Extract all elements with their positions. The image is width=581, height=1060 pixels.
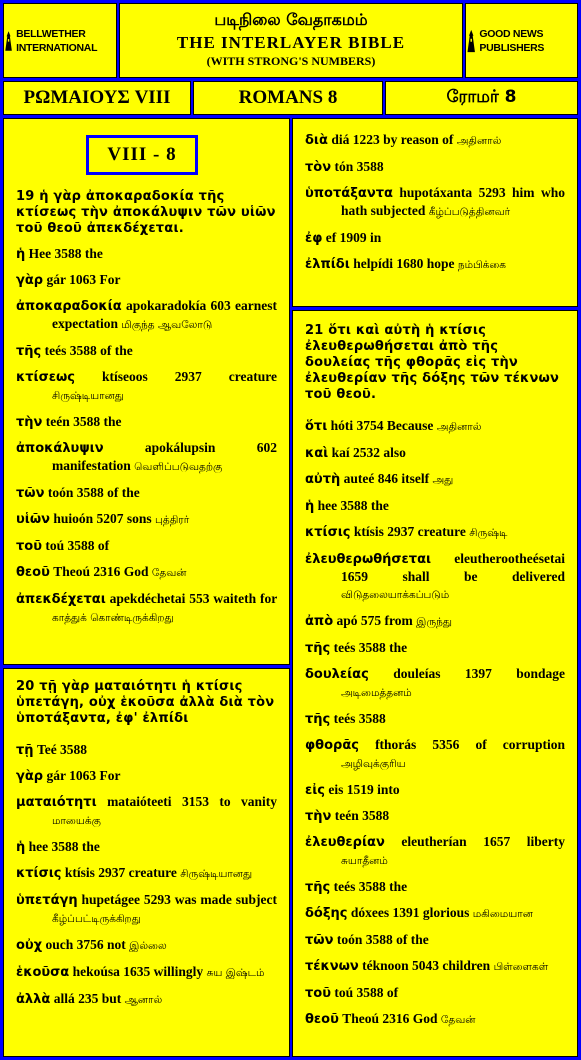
greek-word: κτίσις [16,866,62,881]
word-entry [305,639,565,657]
tamil-gloss: இருந்து [416,616,452,628]
word-gloss: eleutherían 1657 liberty [401,834,566,849]
title-main: THE INTERLAYER BIBLE [176,33,406,52]
greek-word: ἀπὸ [305,614,334,629]
word-gloss: eleutherootheésetai 1659 shall be delivered [341,551,565,584]
greek-word: τὴν [305,809,332,824]
greek-word: τοῦ [16,539,43,554]
word-gloss: hupetágee 5293 was made subject [81,892,277,907]
word-gloss: teés 3588 of the [44,343,133,358]
word-entry [305,710,565,728]
word-entry [305,807,565,825]
greek-word: γὰρ [16,769,44,784]
tamil-gloss: புத்திரர் [155,514,190,526]
verse-20-continued-entries [305,131,565,274]
word-entry [16,537,277,555]
word-gloss: kaí 2532 also [331,445,406,460]
word-entry [16,767,277,785]
word-gloss: toú 3588 of [334,985,399,1000]
word-gloss: gár 1063 For [46,768,121,783]
greek-word: ἡ [305,499,315,514]
tamil-gloss: சிருஷ்டியானது [52,390,124,402]
greek-word: τῆς [16,344,42,359]
bellwether-logo-text: BELLWETHER INTERNATIONAL [16,27,98,54]
word-entry [16,563,277,582]
verse-21-entries [305,417,565,1029]
tamil-gloss: விடுதலையாக்கப்படும் [341,589,450,601]
tamil-gloss: சிருஷ்டி [469,527,508,539]
book-title-english: ROMANS 8 [193,81,383,115]
word-gloss: Teé 3588 [36,742,88,757]
word-gloss: ktísis 2937 creature [64,865,177,880]
word-entry [305,957,565,976]
greek-word: τὸν [305,160,332,175]
good-news-logo-text: GOOD NEWS PUBLISHERS [479,27,545,54]
greek-word: φθορᾶς [305,738,359,753]
tamil-gloss: அது [432,474,454,486]
verse-19-greek: 19 ἡ γὰρ ἀποκαραδοκία τῆς κτίσεως τὴν ἀποκάλυψιν τῶν υἱῶν τοῦ θεοῦ ἀπεκδέχεται. [16,189,276,236]
word-gloss: hekoúsa 1635 willingly [72,964,204,979]
greek-word: τῆς [305,712,331,727]
word-entry [305,255,565,274]
greek-word: ἐφ [305,231,323,246]
greek-word: καὶ [305,446,329,461]
verse-21-panel [292,310,578,1057]
verse-20-continued-section [293,123,577,274]
verse-20-greek: 20 τῇ γὰρ ματαιότητι ἡ κτίσις ὑπετάγη, οὐχ ἑκοῦσα ἀλλὰ διὰ τὸν ὑποτάξαντα, ἐφ' ἐλπίδι [16,679,275,726]
word-gloss: Hee 3588 the [28,246,103,261]
greek-word: ἀποκαραδοκία [16,299,122,314]
greek-word: ἐλευθερωθήσεται [305,552,432,567]
tamil-gloss: இல்லை [129,940,167,952]
word-gloss: helpídi 1680 hope [353,256,455,271]
word-gloss: toú 3588 of [45,538,110,553]
word-gloss: Theoú 2316 God [342,1011,438,1026]
word-entry [16,342,277,360]
word-gloss: allá 235 but [53,991,122,1006]
tamil-gloss: கீழ்ப்பட்டிருக்கிறது [52,913,141,925]
word-gloss: teén 3588 [334,808,390,823]
greek-word: δουλείας [305,667,369,682]
word-entry [305,184,565,221]
word-entry [305,523,565,542]
word-gloss: téknoon 5043 children [362,958,491,973]
greek-word: διὰ [305,133,328,148]
word-gloss: apó 575 from [336,613,413,628]
title-subtitle: (WITH STRONG'S NUMBERS) [206,54,376,68]
word-entry [16,990,277,1009]
word-entry [305,470,565,489]
greek-word: γὰρ [16,273,44,288]
word-entry [16,936,277,955]
greek-word: ἀποκάλυψιν [16,441,104,456]
word-entry [305,904,565,923]
word-entry [305,1010,565,1029]
greek-word: τὴν [16,415,43,430]
verse-20-entries [16,741,277,1009]
title-block [119,3,463,78]
word-gloss: teén 3588 the [45,414,122,429]
word-entry [305,833,565,870]
tamil-gloss: தேவன் [440,1014,476,1026]
tower-icon [466,26,476,56]
word-entry [16,297,277,334]
greek-word: τῶν [16,486,45,501]
word-gloss: ktísis 2937 creature [353,524,466,539]
greek-word: ματαιότητι [16,795,97,810]
word-entry [16,413,277,431]
word-entry [16,590,277,627]
word-entry [16,838,277,856]
greek-word: θεοῦ [16,565,50,580]
book-title-tamil: ரோமர் 8 [385,81,578,115]
word-gloss: teés 3588 the [333,640,408,655]
word-gloss: hóti 3754 Because [330,418,434,433]
greek-word: τοῦ [305,986,332,1001]
word-gloss: Theoú 2316 God [53,564,149,579]
word-entry [305,665,565,702]
word-gloss: hee 3588 the [317,498,389,513]
greek-word: ἡ [16,247,26,262]
verse-20-section [4,679,289,1009]
greek-word: τῆς [305,880,331,895]
word-entry [305,736,565,773]
word-entry [305,612,565,631]
greek-word: τῶν [305,933,334,948]
word-entry [305,497,565,515]
greek-word: ὑπετάγη [16,893,78,908]
greek-word: κτίσεως [16,370,75,385]
verse-21-section [293,323,577,1029]
greek-word: υἱῶν [16,512,50,527]
greek-word: τῆς [305,641,331,656]
word-gloss: apokálupsin 602 manifestation [52,440,278,473]
book-title-greek: ΡΩΜΑΙΟΥΣ VIII [3,81,191,115]
word-entry [16,245,277,263]
word-entry [305,781,565,799]
verse-19-entries [16,245,277,627]
word-entry [16,864,277,883]
tamil-gloss: தேவன் [151,567,187,579]
greek-word: ὅτι [305,419,328,434]
greek-word: αὐτὴ [305,472,341,487]
good-news-logo [465,3,578,78]
tamil-gloss: வெளிப்படுவதற்கு [134,461,223,473]
tamil-gloss: கீழ்ப்படுத்தினவர் [428,206,511,218]
greek-word: τῇ [16,743,34,758]
tamil-gloss: அடிமைத்தனம் [341,687,412,699]
word-entry [16,271,277,289]
bellwether-logo [3,3,117,78]
greek-word: ἀλλὰ [16,992,51,1007]
word-entry [16,891,277,928]
tamil-gloss: அதினால் [436,421,482,433]
word-gloss: hupotáxanta 5293 him who hath subjected [341,185,565,218]
word-entry [305,229,565,247]
tamil-gloss: ஆனால் [124,994,163,1006]
word-entry [16,793,277,830]
tamil-gloss: மிகுந்த ஆவலோடு [121,319,213,331]
word-gloss: teés 3588 [333,711,386,726]
word-gloss: mataióteeti 3153 to vanity [107,794,278,809]
greek-word: θεοῦ [305,1012,339,1027]
word-entry [305,931,565,949]
verse-19-section [4,189,289,627]
word-entry [16,963,277,982]
greek-word: ἐλευθερίαν [305,835,385,850]
tamil-gloss: அழிவுக்குரிய [341,758,406,770]
word-entry [305,158,565,176]
tower-icon [4,26,13,56]
greek-word: ἡ [16,840,26,855]
word-entry [305,878,565,896]
word-gloss: toón 3588 of the [47,485,140,500]
word-entry [16,741,277,759]
greek-word: δόξης [305,906,348,921]
verse-20-panel [3,668,290,1057]
title-tamil: படிநிலை வேதாகமம் [214,10,368,29]
word-entry [16,439,277,476]
tamil-gloss: அதினால் [456,135,502,147]
word-gloss: ef 1909 in [325,230,382,245]
word-entry [305,984,565,1002]
tamil-gloss: காத்துக் கொண்டிருக்கிறது [52,612,174,624]
verse-21-greek: 21 ὅτι καὶ αὐτὴ ἡ κτίσις ἐλευθερωθήσεται ἀπὸ τῆς δουλείας τῆς φθορᾶς εἰς τὴν ἐλευθερίαν τῆς δόξης τῶν τέκνων τοῦ θεοῦ. [305,323,560,402]
word-gloss: huioón 5207 sons [53,511,152,526]
tamil-gloss: மாயைக்கு [52,815,101,827]
greek-word: ἑκοῦσα [16,965,70,980]
greek-word: εἰς [305,783,326,798]
verse-20-continued-panel [292,118,578,307]
word-entry [305,550,565,604]
word-gloss: dóxees 1391 glorious [350,905,470,920]
greek-word: τέκνων [305,959,359,974]
tamil-gloss: மகிமையான [472,908,533,920]
chapter-label: VIII - 8 [86,135,198,175]
word-gloss: teés 3588 the [333,879,408,894]
word-gloss: douleías 1397 bondage [393,666,566,681]
tamil-gloss: சிருஷ்டியானது [180,868,253,880]
greek-word: ἀπεκδέχεται [16,592,106,607]
tamil-gloss: பிள்ளைகள் [493,961,549,973]
word-entry [16,484,277,502]
word-gloss: toón 3588 of the [336,932,429,947]
word-gloss: fthorás 5356 of corruption [375,737,565,752]
word-gloss: ktíseoos 2937 creature [101,369,277,384]
word-gloss: tón 3588 [334,159,384,174]
tamil-gloss: சுய இஷ்டம் [206,967,265,979]
word-gloss: auteé 846 itself [343,471,430,486]
word-entry [305,444,565,462]
word-entry [16,368,277,405]
word-gloss: apokaradokía 603 earnest expectation [52,298,277,331]
greek-word: ἐλπίδι [305,257,350,272]
verse-19-panel [3,118,290,665]
word-gloss: eis 1519 into [328,782,400,797]
word-gloss: apekdéchetai 553 waiteth for [109,591,278,606]
word-entry [16,510,277,529]
word-entry [305,131,565,150]
word-gloss: hee 3588 the [28,839,100,854]
greek-word: κτίσις [305,525,351,540]
word-entry [305,417,565,436]
word-gloss: gár 1063 For [46,272,121,287]
tamil-gloss: நம்பிக்கை [457,259,506,271]
greek-word: ὑποτάξαντα [305,186,393,201]
greek-word: οὐχ [16,938,43,953]
tamil-gloss: சுயாதீனம் [341,855,388,867]
word-gloss: ouch 3756 not [45,937,126,952]
word-gloss: diá 1223 by reason of [331,132,454,147]
